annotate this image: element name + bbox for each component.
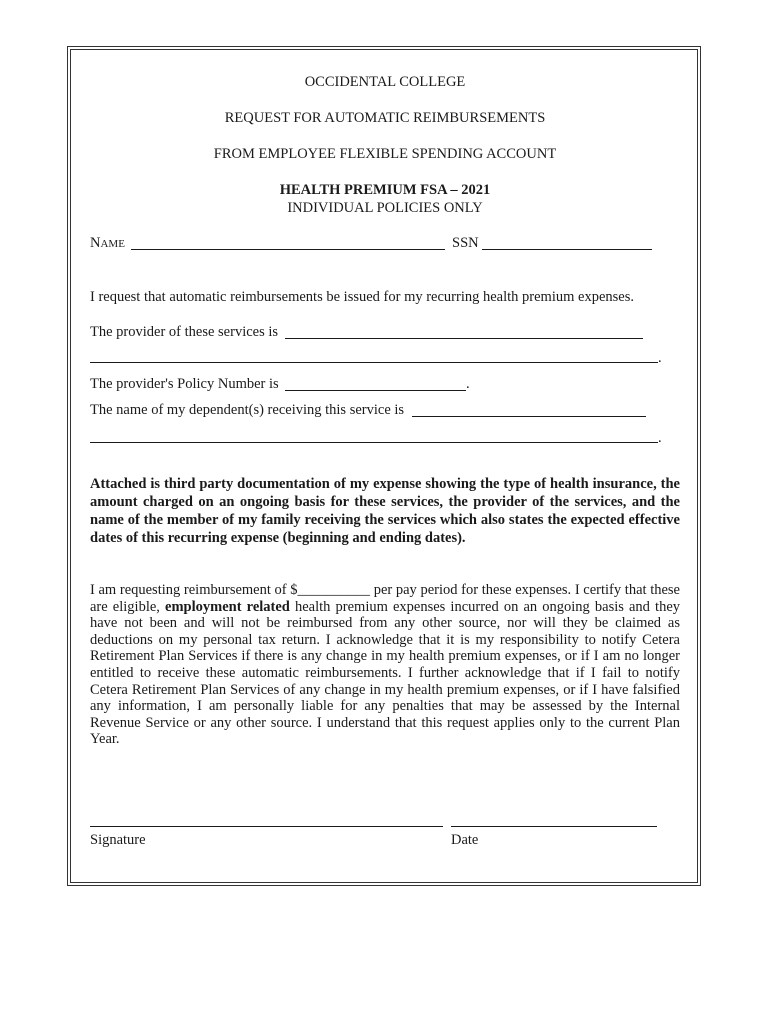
signature-field[interactable] <box>90 826 443 827</box>
policy-label: The provider's Policy Number is <box>90 376 279 392</box>
dependents-period: . <box>658 430 662 446</box>
ssn-label: SSN <box>452 235 479 251</box>
dependents-label: The name of my dependent(s) receiving this service is <box>90 402 405 418</box>
dependents-field[interactable] <box>412 416 646 417</box>
provider-field[interactable] <box>285 338 643 339</box>
certification-paragraph: I am requesting reimbursement of $__________ per pay period for these expenses. I certify that these are eligible, employment related health premium expenses incurred on an ongoing basis and they have not been and will not be reimbursed from any other source, nor will they be claimed as deductions on my personal tax return. I acknowledge that it is my responsibility to notify Cetera Retirement Plan Services if there is any change in my health premium expenses, or if I am no longer entitled to receive these automatic reimbursements. I further acknowledge that if I fail to notify Cetera Retirement Plan Services of any change in my health premium expenses, or if I have falsified any information, I am personally liable for any penalties that may be assessed by the Internal Revenue Service or any other source. I understand that this request applies only to the current Plan Year. <box>90 582 681 748</box>
name-field[interactable] <box>131 249 445 250</box>
provider-label: The provider of these services is <box>90 324 279 340</box>
org-name: OCCIDENTAL COLLEGE <box>304 74 466 90</box>
form-border-inner <box>70 49 698 883</box>
policy-period: . <box>466 376 470 392</box>
dependents-field-line-2[interactable] <box>90 442 658 443</box>
date-label: Date <box>451 832 479 848</box>
name-label: NAME <box>90 235 125 251</box>
plan-scope: INDIVIDUAL POLICIES ONLY <box>287 200 483 216</box>
date-field[interactable] <box>451 826 657 827</box>
plan-heading: HEALTH PREMIUM FSA – 2021 <box>279 182 491 198</box>
request-statement: I request that automatic reimbursements be issued for my recurring health premium expenses. <box>90 289 634 305</box>
form-subtitle: FROM EMPLOYEE FLEXIBLE SPENDING ACCOUNT <box>213 146 557 162</box>
form-title: REQUEST FOR AUTOMATIC REIMBURSEMENTS <box>224 110 546 126</box>
provider-period: . <box>658 350 662 366</box>
ssn-field[interactable] <box>482 249 652 250</box>
attached-documentation-note: Attached is third party documentation of my expense showing the type of health insurance, the amount charged on an ongoing basis for these services, the provider of the services, and the name of the member of my family receiving the services which also states the expected effective dates of this recurring expense (beginning and ending dates). <box>90 476 680 546</box>
form-border <box>67 46 701 886</box>
provider-field-line-2[interactable] <box>90 362 658 363</box>
employment-related-emphasis: employment related <box>165 598 290 615</box>
signature-label: Signature <box>90 832 146 848</box>
policy-number-field[interactable] <box>285 390 466 391</box>
